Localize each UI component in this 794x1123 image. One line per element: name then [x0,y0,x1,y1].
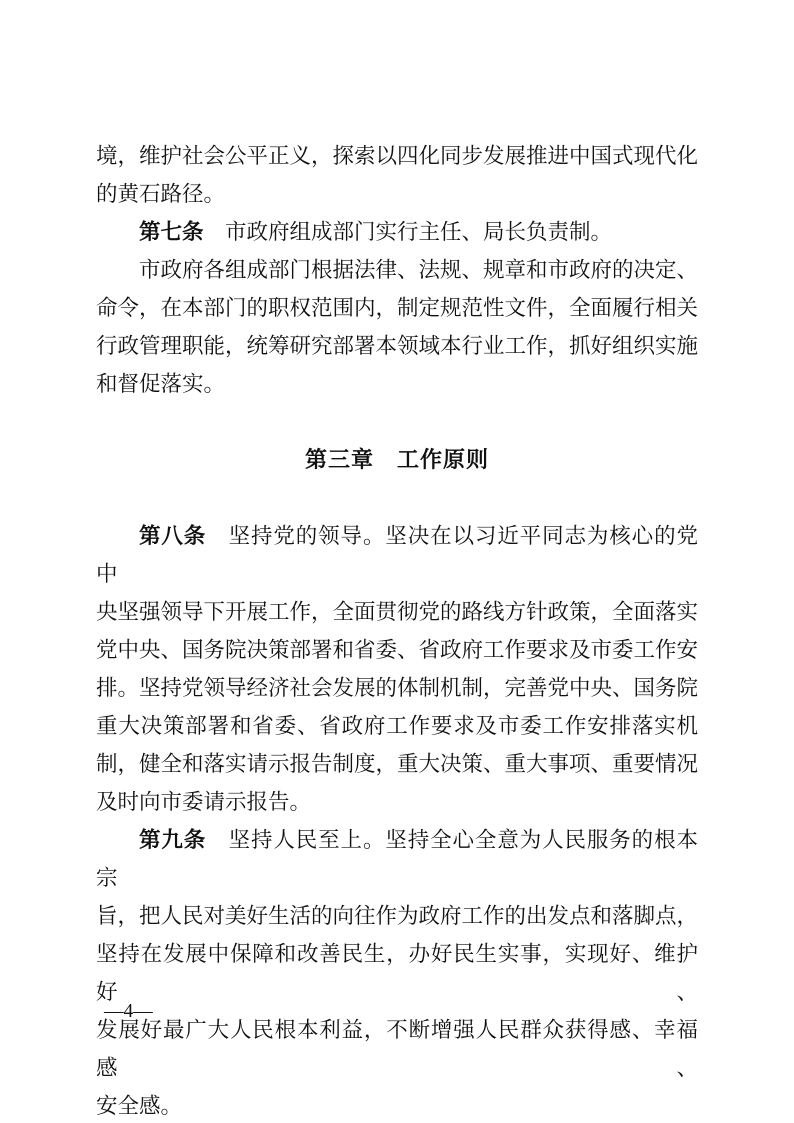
text-line: 及时向市委请示报告。 [96,790,312,814]
text-line: 行政管理职能，统筹研究部署本领域本行业工作，抓好组织实施 [96,334,699,358]
article-number-label: 第七条 [139,220,204,244]
text-line: 第七条 市政府组成部门实行主任、局长负责制。 [139,220,613,244]
text-line: 旨，把人民对美好生活的向往作为政府工作的出发点和落脚点， [96,904,699,928]
text-line: 发展好最广大人民根本利益，不断增强人民群众获得感、幸福感、 [96,1018,698,1080]
text-line: 第八条 坚持党的领导。坚决在以习近平同志为核心的党中 [96,524,698,586]
text-line: 命令，在本部门的职权范围内，制定规范性文件，全面履行相关 [96,296,699,320]
text-line: 的黄石路径。 [96,182,226,206]
text-line: 重大决策部署和省委、省政府工作要求及市委工作安排落实机 [96,714,698,738]
page-number: —4— [104,1001,153,1022]
text-line: 第九条 坚持人民至上。坚持全心全意为人民服务的根本宗 [96,828,698,890]
text-line: 市政府各组成部门根据法律、法规、规章和市政府的决定、 [139,258,699,282]
text-line: 安全感。 [96,1094,183,1118]
text-line: 境，维护社会公平正义，探索以四化同步发展推进中国式现代化 [96,144,699,168]
text-line: 排。坚持党领导经济社会发展的体制机制，完善党中央、国务院 [96,676,699,700]
text-line: 党中央、国务院决策部署和省委、省政府工作要求及市委工作安 [96,638,699,662]
document-lines [96,137,698,1123]
article-number-label: 第八条 [139,524,207,548]
chapter-heading: 第三章 工作原则 [304,447,489,472]
article-number-label: 第九条 [139,828,207,852]
text-line: 制，健全和落实请示报告制度，重大决策、重大事项、重要情况 [96,752,699,776]
text-line: 和督促落实。 [96,372,226,396]
text-line: 坚持在发展中保障和改善民生，办好民生实事，实现好、维护好、 [96,942,698,1004]
text-line: 央坚强领导下开展工作，全面贯彻党的路线方针政策，全面落实 [96,600,699,624]
